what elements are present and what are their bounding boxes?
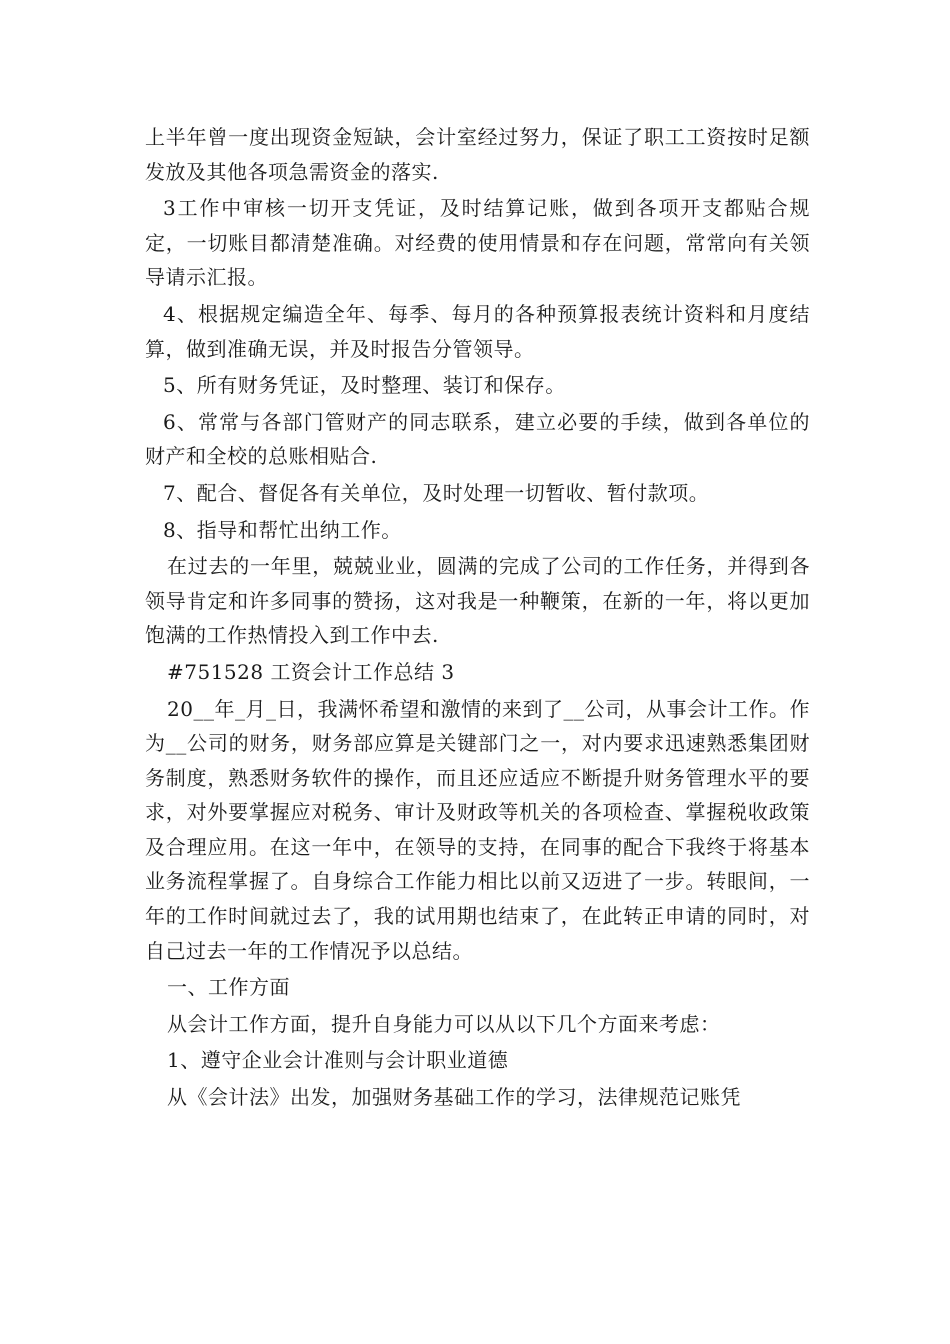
- list-item-accounting-standards: 1、遵守企业会计准则与会计职业道德: [167, 1048, 509, 1073]
- document-body: [145, 120, 810, 1117]
- paragraph-item-5-vouchers: 5、所有财务凭证，及时整理、装订和保存。: [163, 373, 566, 398]
- paragraph-funding-shortage: 上半年曾一度出现资金短缺，会计室经过努力，保证了职工工资按时足额发放及其他各项急需资金的落实.: [145, 125, 810, 184]
- paragraph-item-4-budget: 4、根据规定编造全年、每季、每月的各种预算报表统计资料和月度结算，做到准确无误，并及时报告分管领导。: [145, 301, 810, 361]
- paragraph-introduction: 20__年_月_日，我满怀希望和激情的来到了__公司，从事会计工作。作为__公司的财务，财务部应算是关键部门之一，对内要求迅速熟悉集团财务制度，熟悉财务软件的操作，而且还应适应不断提升财务管理水平的要求，对外要掌握应对税务、审计及财政等机关的各项检查、掌握税收政策及合理应用。在这一年中，在领导的支持，在同事的配合下我终于将基本业务流程掌握了。自身综合工作能力相比以前又迈进了一步。转眼间，一年的工作时间就过去了，我的试用期也结束了，在此转正申请的同时，对自己过去一年的工作情况予以总结。: [145, 696, 810, 963]
- section-heading-summary-3: #751528 工资会计工作总结 3: [167, 659, 455, 684]
- paragraph-item-3-audit: 3工作中审核一切开支凭证，及时结算记账，做到各项开支都贴合规定，一切账目都清楚准确。对经费的使用情景和存在问题，常常向有关领导请示汇报。: [145, 196, 810, 290]
- paragraph-item-6-assets: 6、常常与各部门管财产的同志联系，建立必要的手续，做到各单位的财产和全校的总账相贴合.: [145, 409, 810, 469]
- paragraph-item-8-cashier: 8、指导和帮忙出纳工作。: [163, 517, 402, 542]
- section-heading-work: 一、工作方面: [167, 975, 290, 1000]
- paragraph-accounting-law: 从《会计法》出发，加强财务基础工作的学习，法律规范记账凭: [167, 1085, 741, 1110]
- paragraph-item-7-cooperation: 7、配合、督促各有关单位，及时处理一切暂收、暂付款项。: [163, 480, 710, 505]
- paragraph-work-aspects: 从会计工作方面，提升自身能力可以从以下几个方面来考虑：: [167, 1011, 721, 1036]
- paragraph-year-summary: 在过去的一年里，兢兢业业，圆满的完成了公司的工作任务，并得到各领导肯定和许多同事的赞扬，这对我是一种鞭策，在新的一年，将以更加饱满的工作热情投入到工作中去.: [145, 554, 810, 648]
